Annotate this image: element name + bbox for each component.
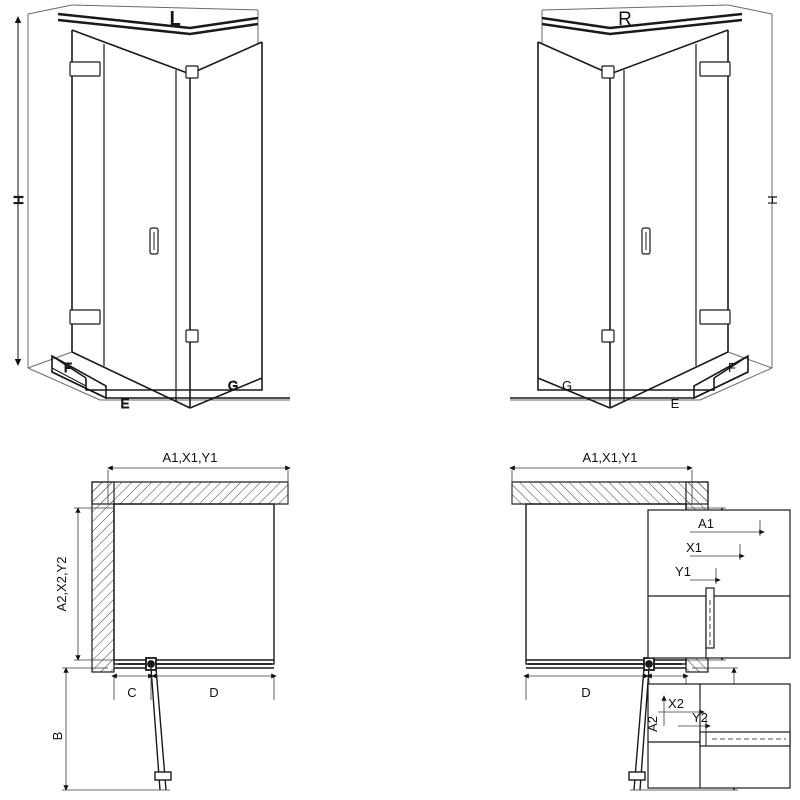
iso-view-left bbox=[11, 5, 290, 411]
plan-left-d-label: D bbox=[209, 685, 219, 700]
iso-right-g-label: G bbox=[561, 378, 573, 393]
iso-right-height-label: H bbox=[765, 195, 780, 205]
hinges-left bbox=[70, 62, 198, 342]
iso-right-variant-label: R bbox=[618, 9, 632, 30]
iso-right-labels bbox=[562, 9, 780, 411]
construction-lines-right bbox=[510, 5, 772, 400]
iso-left-f-label: F bbox=[64, 360, 72, 375]
dimensions-left bbox=[18, 22, 290, 398]
detail-top-x1-label: X1 bbox=[686, 540, 702, 555]
detail-view-bottom bbox=[645, 684, 790, 788]
iso-left-g-label: G bbox=[227, 378, 239, 393]
detail-bottom-y2-label: Y2 bbox=[692, 710, 708, 725]
plan-right-wall-top bbox=[512, 482, 708, 504]
plan-right-top-dim-label: A1,X1,Y1 bbox=[582, 450, 638, 465]
construction-lines-left bbox=[28, 5, 290, 400]
iso-left-height-label: H bbox=[11, 195, 26, 205]
iso-left-variant-label: L bbox=[169, 9, 181, 30]
plan-left-door-swing bbox=[151, 668, 171, 790]
iso-right-e-label: E bbox=[670, 396, 680, 411]
plan-left-b-label: B bbox=[50, 731, 65, 741]
detail-top-a1-label: A1 bbox=[698, 516, 714, 531]
plan-right-d-label: D bbox=[581, 685, 591, 700]
iso-right-f-label: F bbox=[728, 360, 736, 375]
detail-top-y1-label: Y1 bbox=[675, 564, 691, 579]
door-handle-right bbox=[642, 228, 650, 254]
plan-left-wall-top bbox=[92, 482, 288, 504]
iso-view-right bbox=[510, 5, 772, 408]
detail-view-top bbox=[648, 510, 790, 658]
plan-left-wall-side bbox=[92, 482, 114, 672]
plan-view-left bbox=[50, 450, 288, 790]
detail-bottom-x2-label: X2 bbox=[668, 696, 684, 711]
iso-left-e-label: E bbox=[120, 396, 130, 411]
door-handle-left bbox=[150, 228, 158, 254]
base-tray-left bbox=[52, 356, 290, 398]
plan-left-side-dim-label: A2,X2,Y2 bbox=[54, 556, 69, 612]
plan-left-c-label: C bbox=[127, 685, 137, 700]
hinges-right bbox=[602, 62, 730, 342]
plan-left-enclosure bbox=[114, 504, 274, 668]
plan-left-top-dim-label: A1,X1,Y1 bbox=[162, 450, 218, 465]
base-tray-right bbox=[510, 356, 748, 398]
detail-bottom-a2-label: A2 bbox=[645, 716, 660, 732]
